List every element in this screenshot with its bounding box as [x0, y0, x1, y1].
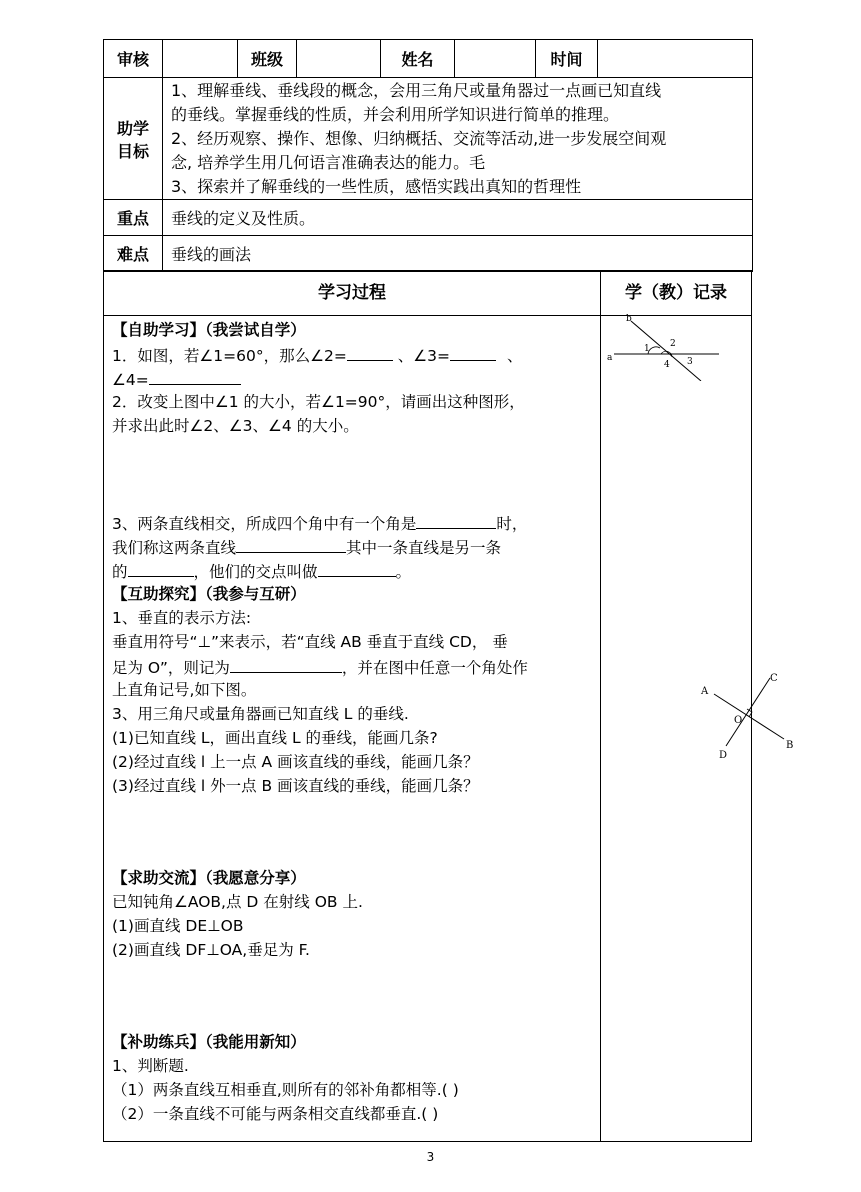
angle-2-label: 2 — [670, 339, 676, 349]
practice-line: （1）两条直线互相垂直,则所有的邻补角都相等.( ) — [112, 1081, 459, 1099]
angle-1-label: 1 — [644, 344, 650, 354]
practice-title: 【补助练兵】（我能用新知） — [112, 1033, 306, 1051]
label-A: A — [701, 686, 709, 697]
header-table — [103, 39, 753, 272]
goal-line: 3、探索并了解垂线的一些性质，感悟实践出真知的哲理性 — [171, 176, 582, 196]
goals-label: 助学 目标 — [104, 78, 163, 200]
mutual-line: 1、垂直的表示方法: — [112, 609, 252, 627]
seek-help-line: (1)画直线 DE⊥OB — [112, 917, 244, 935]
record-header: 学（教）记录 — [625, 283, 727, 303]
angle-3-label: 3 — [687, 357, 693, 367]
name-field — [455, 40, 536, 78]
intersecting-lines-figure — [604, 311, 729, 381]
process-header: 学习过程 — [318, 283, 386, 303]
practice-line: （2）一条直线不可能与两条相交直线都垂直.( ) — [112, 1105, 439, 1123]
self-study-q2: 2．改变上图中∠1 的大小，若∠1=90°，请画出这种图形， — [112, 393, 525, 411]
self-study-q3: 3、两条直线相交，所成四个角中有一个角是 时， — [112, 510, 596, 534]
seek-help-line: 已知钝角∠AOB,点 D 在射线 OB 上. — [112, 893, 363, 911]
review-field — [163, 40, 238, 78]
self-study-q1-cont: ∠4= — [112, 366, 596, 390]
mutual-line: (1)已知直线 L，画出直线 L 的垂线，能画几条? — [112, 729, 438, 747]
self-study-q3-cont: 我们称这两条直线 其中一条直线是另一条 — [112, 534, 596, 558]
class-label: 班级 — [238, 40, 297, 78]
label-a: a — [607, 353, 613, 363]
mutual-line: 上直角记号,如下图。 — [112, 681, 257, 699]
key-point-text: 垂线的定义及性质。 — [163, 200, 753, 236]
mutual-line: 3、用三角尺或量角器画已知直线 L 的垂线. — [112, 705, 409, 723]
goal-line: 1、理解垂线、垂线段的概念，会用三角尺或量角器过一点画已知直线 — [171, 80, 662, 100]
label-B: B — [786, 740, 794, 751]
label-O: O — [734, 715, 743, 726]
difficulty-text: 垂线的画法 — [163, 236, 753, 272]
self-study-q3-end: 的 ，他们的交点叫做 。 — [112, 558, 596, 582]
self-study-q2-cont: 并求出此时∠2、∠3、∠4 的大小。 — [112, 417, 359, 435]
review-label: 审核 — [104, 40, 163, 78]
self-study-q1: 1．如图，若∠1=60°，那么∠2= 、∠3= 、 — [112, 342, 596, 366]
goal-line: 念, 培养学生用几何语言准确表达的能力。毛 — [171, 152, 486, 172]
mutual-line: (3)经过直线 l 外一点 B 画该直线的垂线，能画几条？ — [112, 777, 479, 795]
goal-line: 2、经历观察、操作、想像、归纳概括、交流等活动,进一步发展空间观 — [171, 128, 667, 148]
perpendicular-lines-figure — [689, 666, 799, 766]
learning-process-section — [103, 270, 794, 1142]
mutual-line: 垂直用符号“⊥”来表示，若“直线 AB 垂直于直线 CD， 垂 — [112, 633, 508, 651]
practice-line: 1、判断题. — [112, 1057, 189, 1075]
name-label: 姓名 — [381, 40, 455, 78]
mutual-line: (2)经过直线 l 上一点 A 画该直线的垂线，能画几条？ — [112, 753, 479, 771]
time-label: 时间 — [536, 40, 598, 78]
page-number: 3 — [426, 1150, 435, 1164]
goals-text — [163, 78, 753, 200]
mutual-line: 足为 O”，则记为 ，并在图中任意一个角处作 — [112, 654, 596, 678]
label-b: b — [626, 314, 632, 324]
key-point-label: 重点 — [104, 200, 163, 236]
self-study-title: 【自助学习】（我尝试自学） — [112, 321, 306, 339]
time-field — [598, 40, 753, 78]
label-C: C — [770, 673, 778, 684]
angle-4-label: 4 — [664, 360, 670, 370]
goal-line: 的垂线。掌握垂线的性质，并会利用所学知识进行简单的推理。 — [171, 104, 620, 124]
mutual-title: 【互助探究】（我参与互研） — [112, 585, 306, 603]
process-content — [112, 318, 596, 1126]
seek-help-line: (2)画直线 DF⊥OA,垂足为 F. — [112, 941, 310, 959]
difficulty-label: 难点 — [104, 236, 163, 272]
label-D: D — [719, 750, 728, 761]
seek-help-title: 【求助交流】（我愿意分享） — [112, 869, 306, 887]
class-field — [297, 40, 381, 78]
